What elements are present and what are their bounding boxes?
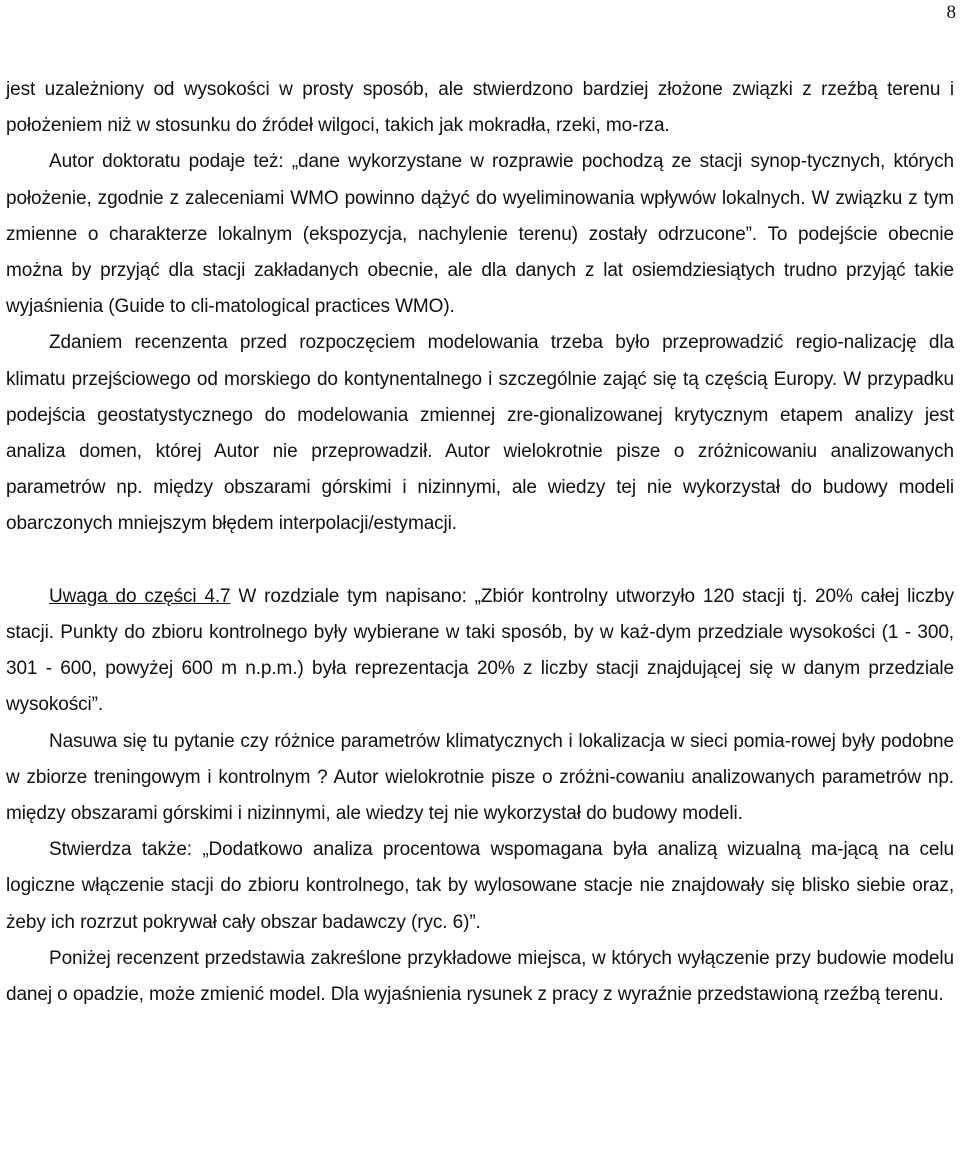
paragraph-2: Autor doktoratu podaje też: „dane wykorzystane w rozprawie pochodzą ze stacji synop-tycznych, których położenie, zgodnie z zaleceniami WMO powinno dążyć do wyeliminowania wpływów lokalnych. W związku z tym zmienne o charakterze lokalnym (ekspozycja, nachylenie terenu) zostały odrzucone”. To podejście obecnie można by przyjąć dla stacji zakładanych obecnie, ale dla danych z lat osiemdziesiątych trudno przyjąć takie wyjaśnienia (Guide to cli-matological practices WMO). bbox=[6, 151, 954, 318]
paragraph-7: Poniżej recenzent przedstawia zakreślone przykładowe miejsca, w których wyłączenie przy budowie modelu danej o opadzie, może zmienić model. Dla wyjaśnienia rysunek z pracy z wyraźnie przedstawioną rzeźbą terenu. bbox=[6, 947, 954, 1006]
paragraph-4 bbox=[6, 579, 954, 724]
paragraph-6: Stwierdza także: „Dodatkowo analiza procentowa wspomagana była analizą wizualną ma-jącą na celu logiczne włączenie stacji do zbioru kontrolnego, tak by wylosowane stacje nie znajdowały się blisko siebie oraz, żeby ich rozrzut pokrywał cały obszar badawczy (ryc. 6)”. bbox=[6, 839, 954, 933]
document-body bbox=[6, 72, 954, 1013]
paragraph-5: Nasuwa się tu pytanie czy różnice parametrów klimatycznych i lokalizacja w sieci pomia-rowej były podobne w zbiorze treningowym i kontrolnym ? Autor wielokrotnie pisze o zróżni-cowaniu analizowanych parametrów np. między obszarami górskimi i nizinnymi, ale wiedzy tej nie wykorzystał do budowy modeli. bbox=[6, 730, 954, 825]
paragraph-3: Zdaniem recenzenta przed rozpoczęciem modelowania trzeba było przeprowadzić regio-nalizację dla klimatu przejściowego od morskiego do kontynentalnego i szczególnie zająć się tą częścią Europy. W przypadku podejścia geostatystycznego do modelowania zmiennej zre-gionalizowanej krytycznym etapem analizy jest analiza domen, której Autor nie przeprowadził. Autor wielokrotnie pisze o zróżnicowaniu analizowanych parametrów np. między obszarami górskimi i nizinnymi, ale wiedzy tej nie wykorzystał do budowy modeli obarczonych mniejszym błędem interpolacji/estymacji. bbox=[6, 332, 954, 535]
page-number: 8 bbox=[946, 2, 956, 23]
paragraph-gap bbox=[6, 543, 954, 579]
paragraph-4-text: W rozdziale tym napisano: „Zbiór kontrolny utworzyło 120 stacji tj. 20% całej liczby stacji. Punkty do zbioru kontrolnego były wybierane w taki sposób, by w każ-dym przedziale wysokości (1 - 300, 301 - 600, powyżej 600 m n.p.m.) była reprezentacja 20% z liczby stacji znajdującej się w danym przedziale wysokości”. bbox=[6, 585, 954, 716]
section-reference: Uwaga do części 4.7 bbox=[49, 585, 231, 607]
paragraph-1: jest uzależniony od wysokości w prosty sposób, ale stwierdzono bardziej złożone związki z rzeźbą terenu i położeniem niż w stosunku do źródeł wilgoci, takich jak mokradła, rzeki, mo-rza. bbox=[6, 79, 954, 137]
